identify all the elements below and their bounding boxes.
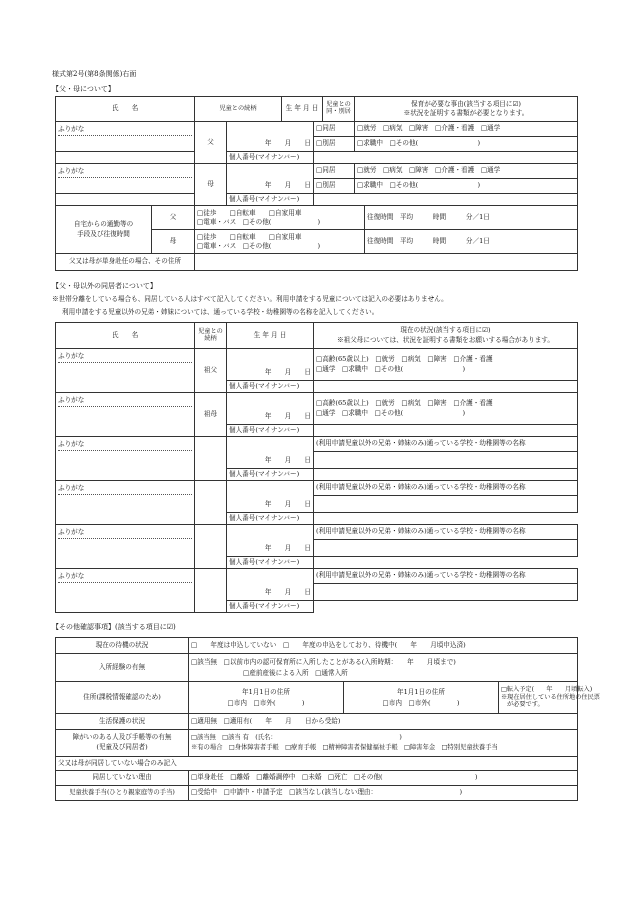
th2-status-line1: 現在の状況(該当する項目に☑) xyxy=(400,326,491,335)
mother-reasons-b[interactable]: □求職中 □その他( ) xyxy=(355,179,578,194)
solo-note: 父又は母が単身赴任の場合、その住所 xyxy=(56,254,195,271)
gm-relation: 祖母 xyxy=(195,393,227,437)
commute-mother: 母 xyxy=(152,230,195,254)
gm-status-a[interactable]: □高齢(65歳以上) □就労 □病気 □障害 □介護・看護 xyxy=(316,398,493,407)
father-mynumber-value[interactable] xyxy=(314,152,578,164)
welfare-value[interactable]: □適用無 □適用有( 年 月 日から受給) xyxy=(189,714,578,730)
gm-furigana-cell[interactable] xyxy=(56,393,195,437)
form-title: 様式第2号(第8条関係)右面 xyxy=(52,70,137,78)
commute-father: 父 xyxy=(152,206,195,230)
sib2-relation[interactable] xyxy=(195,481,227,525)
address-prev2[interactable] xyxy=(344,682,499,714)
sib1-mynumber-value[interactable] xyxy=(314,469,578,481)
mother-mynumber-value[interactable] xyxy=(314,194,578,206)
commute-father-means[interactable] xyxy=(195,206,365,230)
disab-value-a[interactable]: □該当無 □該当 有 (氏名： ) xyxy=(191,733,402,741)
th2-status xyxy=(314,323,578,349)
sib4-dob[interactable]: 年 月 日 xyxy=(227,569,314,601)
sib2-mynumber[interactable]: 個人番号(マイナンバー) xyxy=(227,513,314,525)
absent-note: 父又は母が同居していない場合のみ記入 xyxy=(56,757,578,771)
mother-reasons-a[interactable]: □就労 □病気 □障害 □介護・看護 □通学 xyxy=(355,164,578,179)
other-table-2 xyxy=(55,713,578,801)
sib2-school-label: (利用申請児童以外の兄弟・姉妹のみ)通っている学校・幼稚園等の名称 xyxy=(314,481,578,496)
transfer-c: が必要です。 xyxy=(507,701,544,709)
th-reason xyxy=(355,97,578,122)
mother-furigana-cell[interactable] xyxy=(56,164,195,194)
other-table xyxy=(55,637,578,682)
disab-value[interactable] xyxy=(189,730,578,757)
sib3-mynumber[interactable]: 個人番号(マイナンバー) xyxy=(227,557,314,569)
commute-label xyxy=(56,206,152,254)
transfer-b: ※現在居住している住所地の住民票 xyxy=(501,693,600,701)
father-relation: 父 xyxy=(195,122,227,164)
sib3-furigana-label: ふりがな xyxy=(58,529,192,539)
sibling-block-2 xyxy=(55,480,578,525)
sib4-furigana-cell[interactable] xyxy=(56,569,195,613)
address-table xyxy=(55,681,600,714)
mother-furigana-label: ふりがな xyxy=(58,168,192,178)
th-relation: 児童との続柄 xyxy=(195,97,282,122)
household-table xyxy=(55,322,578,349)
disab-label-line1: 障がいのある人及び手帳等の有無 xyxy=(72,733,172,742)
father-cohab-sep[interactable]: □別居 xyxy=(314,137,355,152)
history-value[interactable] xyxy=(189,654,578,682)
th-reason-line2: ※状況を証明する書類が必要となります。 xyxy=(403,109,529,117)
address-prev1-value[interactable]: □市内 □市外( ) xyxy=(227,698,305,707)
address-label: 住所(課税情報確認のため) xyxy=(56,682,189,714)
th2-dob: 生 年 月 日 xyxy=(227,323,314,349)
section2-note2: 利用申請をする児童以外の兄弟・姉妹については、通っている学校・幼稚園等の名称を記入してください。 xyxy=(62,308,379,316)
sib1-school-label: (利用申請児童以外の兄弟・姉妹のみ)通っている学校・幼稚園等の名称 xyxy=(314,437,578,452)
transfer-a[interactable]: □転入予定( 年 月頃転入) xyxy=(501,685,593,693)
commute-father-means-a[interactable]: □徒歩 □自転車 □自家用車 xyxy=(197,208,302,217)
history-label: 入所経験の有無 xyxy=(56,654,189,682)
sib4-mynumber[interactable]: 個人番号(マイナンバー) xyxy=(227,601,314,613)
waiting-value[interactable]: □ 年度は申込していない □ 年度の申込をしており、待機中( 年 月頃申込済) xyxy=(189,638,578,654)
address-prev2-label: 年1月1日の住所 xyxy=(397,687,445,696)
gm-mynumber-value[interactable] xyxy=(314,425,578,437)
gm-status[interactable] xyxy=(314,393,578,425)
father-block xyxy=(55,121,578,164)
waiting-label: 現在の待機の状況 xyxy=(56,638,189,654)
sib1-dob[interactable]: 年 月 日 xyxy=(227,437,314,469)
section3-header: 【その他確認事項】(該当する項目に☑) xyxy=(52,623,176,631)
history-value-b[interactable]: □産前産後による入所 □通常入所 xyxy=(243,668,348,677)
disab-label-line2: (児童及び同居者) xyxy=(96,743,148,751)
sib2-school-value[interactable] xyxy=(314,496,578,513)
mother-cohab-same[interactable]: □同居 xyxy=(314,164,355,179)
gf-furigana-label: ふりがな xyxy=(58,353,192,363)
commute-mother-means-b[interactable]: □電車・バス □その他( ) xyxy=(197,241,321,250)
sib1-furigana-label: ふりがな xyxy=(58,441,192,451)
address-prev1[interactable] xyxy=(189,682,344,714)
sib3-school-label: (利用申請児童以外の兄弟・姉妹のみ)通っている学校・幼稚園等の名称 xyxy=(314,525,578,540)
sib2-furigana-cell[interactable] xyxy=(56,481,195,525)
history-value-a[interactable]: □該当無 □以前市内の認可保育所に入所したことがある(入所時期： 年 月頃まで) xyxy=(191,657,456,666)
father-mynumber[interactable]: 個人番号(マイナンバー) xyxy=(227,152,314,164)
parents-table xyxy=(55,96,578,122)
sib1-school-value[interactable] xyxy=(314,452,578,469)
disab-label xyxy=(56,730,189,757)
sib3-relation[interactable] xyxy=(195,525,227,569)
father-reasons-b[interactable]: □求職中 □その他( ) xyxy=(355,137,578,152)
gm-status-b[interactable]: □通学 □求職中 □その他( ) xyxy=(316,408,466,417)
gf-status-a[interactable]: □高齢(65歳以上) □就労 □病気 □障害 □介護・看護 xyxy=(316,354,493,363)
mother-dob[interactable]: 年 月 日 xyxy=(227,164,314,194)
sib4-school-label: (利用申請児童以外の兄弟・姉妹のみ)通っている学校・幼稚園等の名称 xyxy=(314,569,578,584)
gf-status[interactable] xyxy=(314,349,578,381)
father-cohab-same[interactable]: □同居 xyxy=(314,122,355,137)
father-reasons-a[interactable]: □就労 □病気 □障害 □介護・看護 □通学 xyxy=(355,122,578,137)
sib1-mynumber-table xyxy=(55,468,578,481)
father-name-blank[interactable] xyxy=(56,152,195,164)
gm-furigana-label: ふりがな xyxy=(58,397,192,407)
mother-block xyxy=(55,163,578,206)
allowance-label: 児童扶養手当(ひとり親家庭等の手当) xyxy=(56,786,189,801)
disab-value-b[interactable]: ※有の場合 □身体障害者手帳 □療育手帳 □精神障害者保健福祉手帳 □障害年金 □特別児童扶養手当 xyxy=(191,744,498,751)
sib4-school-value[interactable] xyxy=(314,584,578,601)
gf-dob[interactable]: 年 月 日 xyxy=(227,349,314,381)
address-prev2-value[interactable]: □市内 □市外( ) xyxy=(382,698,460,707)
th-name: 氏 名 xyxy=(56,97,195,122)
father-dob[interactable]: 年 月 日 xyxy=(227,122,314,152)
address-transfer[interactable] xyxy=(499,682,600,714)
gm-dob[interactable]: 年 月 日 xyxy=(227,393,314,425)
allowance-value[interactable]: □受給中 □申請中・申請予定 □該当なし(該当しない理由： ) xyxy=(189,786,578,801)
father-furigana-label: ふりがな xyxy=(58,126,192,136)
th2-relation: 児童との続柄 xyxy=(195,323,227,349)
commute-mother-time[interactable]: 往復時間 平均 時間 分／1日 xyxy=(365,230,578,254)
mother-cohab-sep[interactable]: □別居 xyxy=(314,179,355,194)
reason-value[interactable]: □単身赴任 □離婚 □離婚調停中 □未婚 □死亡 □その他( ) xyxy=(189,771,578,786)
sib4-furigana-label: ふりがな xyxy=(58,573,192,583)
gf-mynumber-value[interactable] xyxy=(314,381,578,393)
sib3-furigana-cell[interactable] xyxy=(56,525,195,569)
commute-block xyxy=(55,205,578,271)
gf-mynumber[interactable]: 個人番号(マイナンバー) xyxy=(227,381,314,393)
father-furigana-cell[interactable] xyxy=(56,122,195,152)
sibling-block-3 xyxy=(55,524,578,569)
commute-label-line1: 自宅からの通勤等の xyxy=(73,219,134,228)
mother-relation: 母 xyxy=(195,164,227,206)
commute-father-means-b[interactable]: □電車・バス □その他( ) xyxy=(197,217,321,226)
gm-mynumber[interactable]: 個人番号(マイナンバー) xyxy=(227,425,314,437)
section2-header: 【父・母以外の同居者について】 xyxy=(52,282,157,290)
mother-mynumber[interactable]: 個人番号(マイナンバー) xyxy=(227,194,314,206)
reason-label: 同居していない理由 xyxy=(56,771,189,786)
sib2-dob[interactable]: 年 月 日 xyxy=(227,481,314,513)
commute-father-time[interactable]: 往復時間 平均 時間 分／1日 xyxy=(365,206,578,230)
gf-relation: 祖父 xyxy=(195,349,227,393)
section1-header: 【父・母について】 xyxy=(52,85,115,93)
sib1-mynumber-label[interactable]: 個人番号(マイナンバー) xyxy=(227,469,314,481)
sib3-school-value[interactable] xyxy=(314,540,578,557)
solo-address[interactable] xyxy=(195,254,578,271)
grandmother-block xyxy=(55,392,578,437)
address-prev1-label: 年1月1日の住所 xyxy=(242,687,290,696)
commute-mother-means-a[interactable]: □徒歩 □自転車 □自家用車 xyxy=(197,232,302,241)
commute-label-line2: 手段及び往復時間 xyxy=(77,229,130,238)
th2-name: 氏 名 xyxy=(56,323,195,349)
commute-mother-means[interactable] xyxy=(195,230,365,254)
sib3-dob[interactable]: 年 月 日 xyxy=(227,525,314,557)
grandfather-block xyxy=(55,348,578,393)
sib4-relation[interactable] xyxy=(195,569,227,613)
gf-status-b[interactable]: □通学 □求職中 □その他( ) xyxy=(316,364,466,373)
section2-note1: ※世帯分離をしている場合も、同居している人はすべて記入してください。利用申請をする児童については記入の必要はありません。 xyxy=(52,295,448,303)
sib2-furigana-label: ふりがな xyxy=(58,485,192,495)
mother-name-blank[interactable] xyxy=(56,194,195,206)
th-cohabitation: 児童との同・別居 xyxy=(323,97,355,122)
sibling-block-4 xyxy=(55,568,578,613)
th-dob: 生 年 月 日 xyxy=(282,97,323,122)
welfare-label: 生活保護の状況 xyxy=(56,714,189,730)
th-reason-line1: 保育が必要な事由(該当する項目に☑) xyxy=(411,99,521,108)
th2-status-line2: ※祖父母については、状況を証明する書類をお願いする場合があります。 xyxy=(337,335,554,344)
gf-furigana-cell[interactable] xyxy=(56,349,195,393)
